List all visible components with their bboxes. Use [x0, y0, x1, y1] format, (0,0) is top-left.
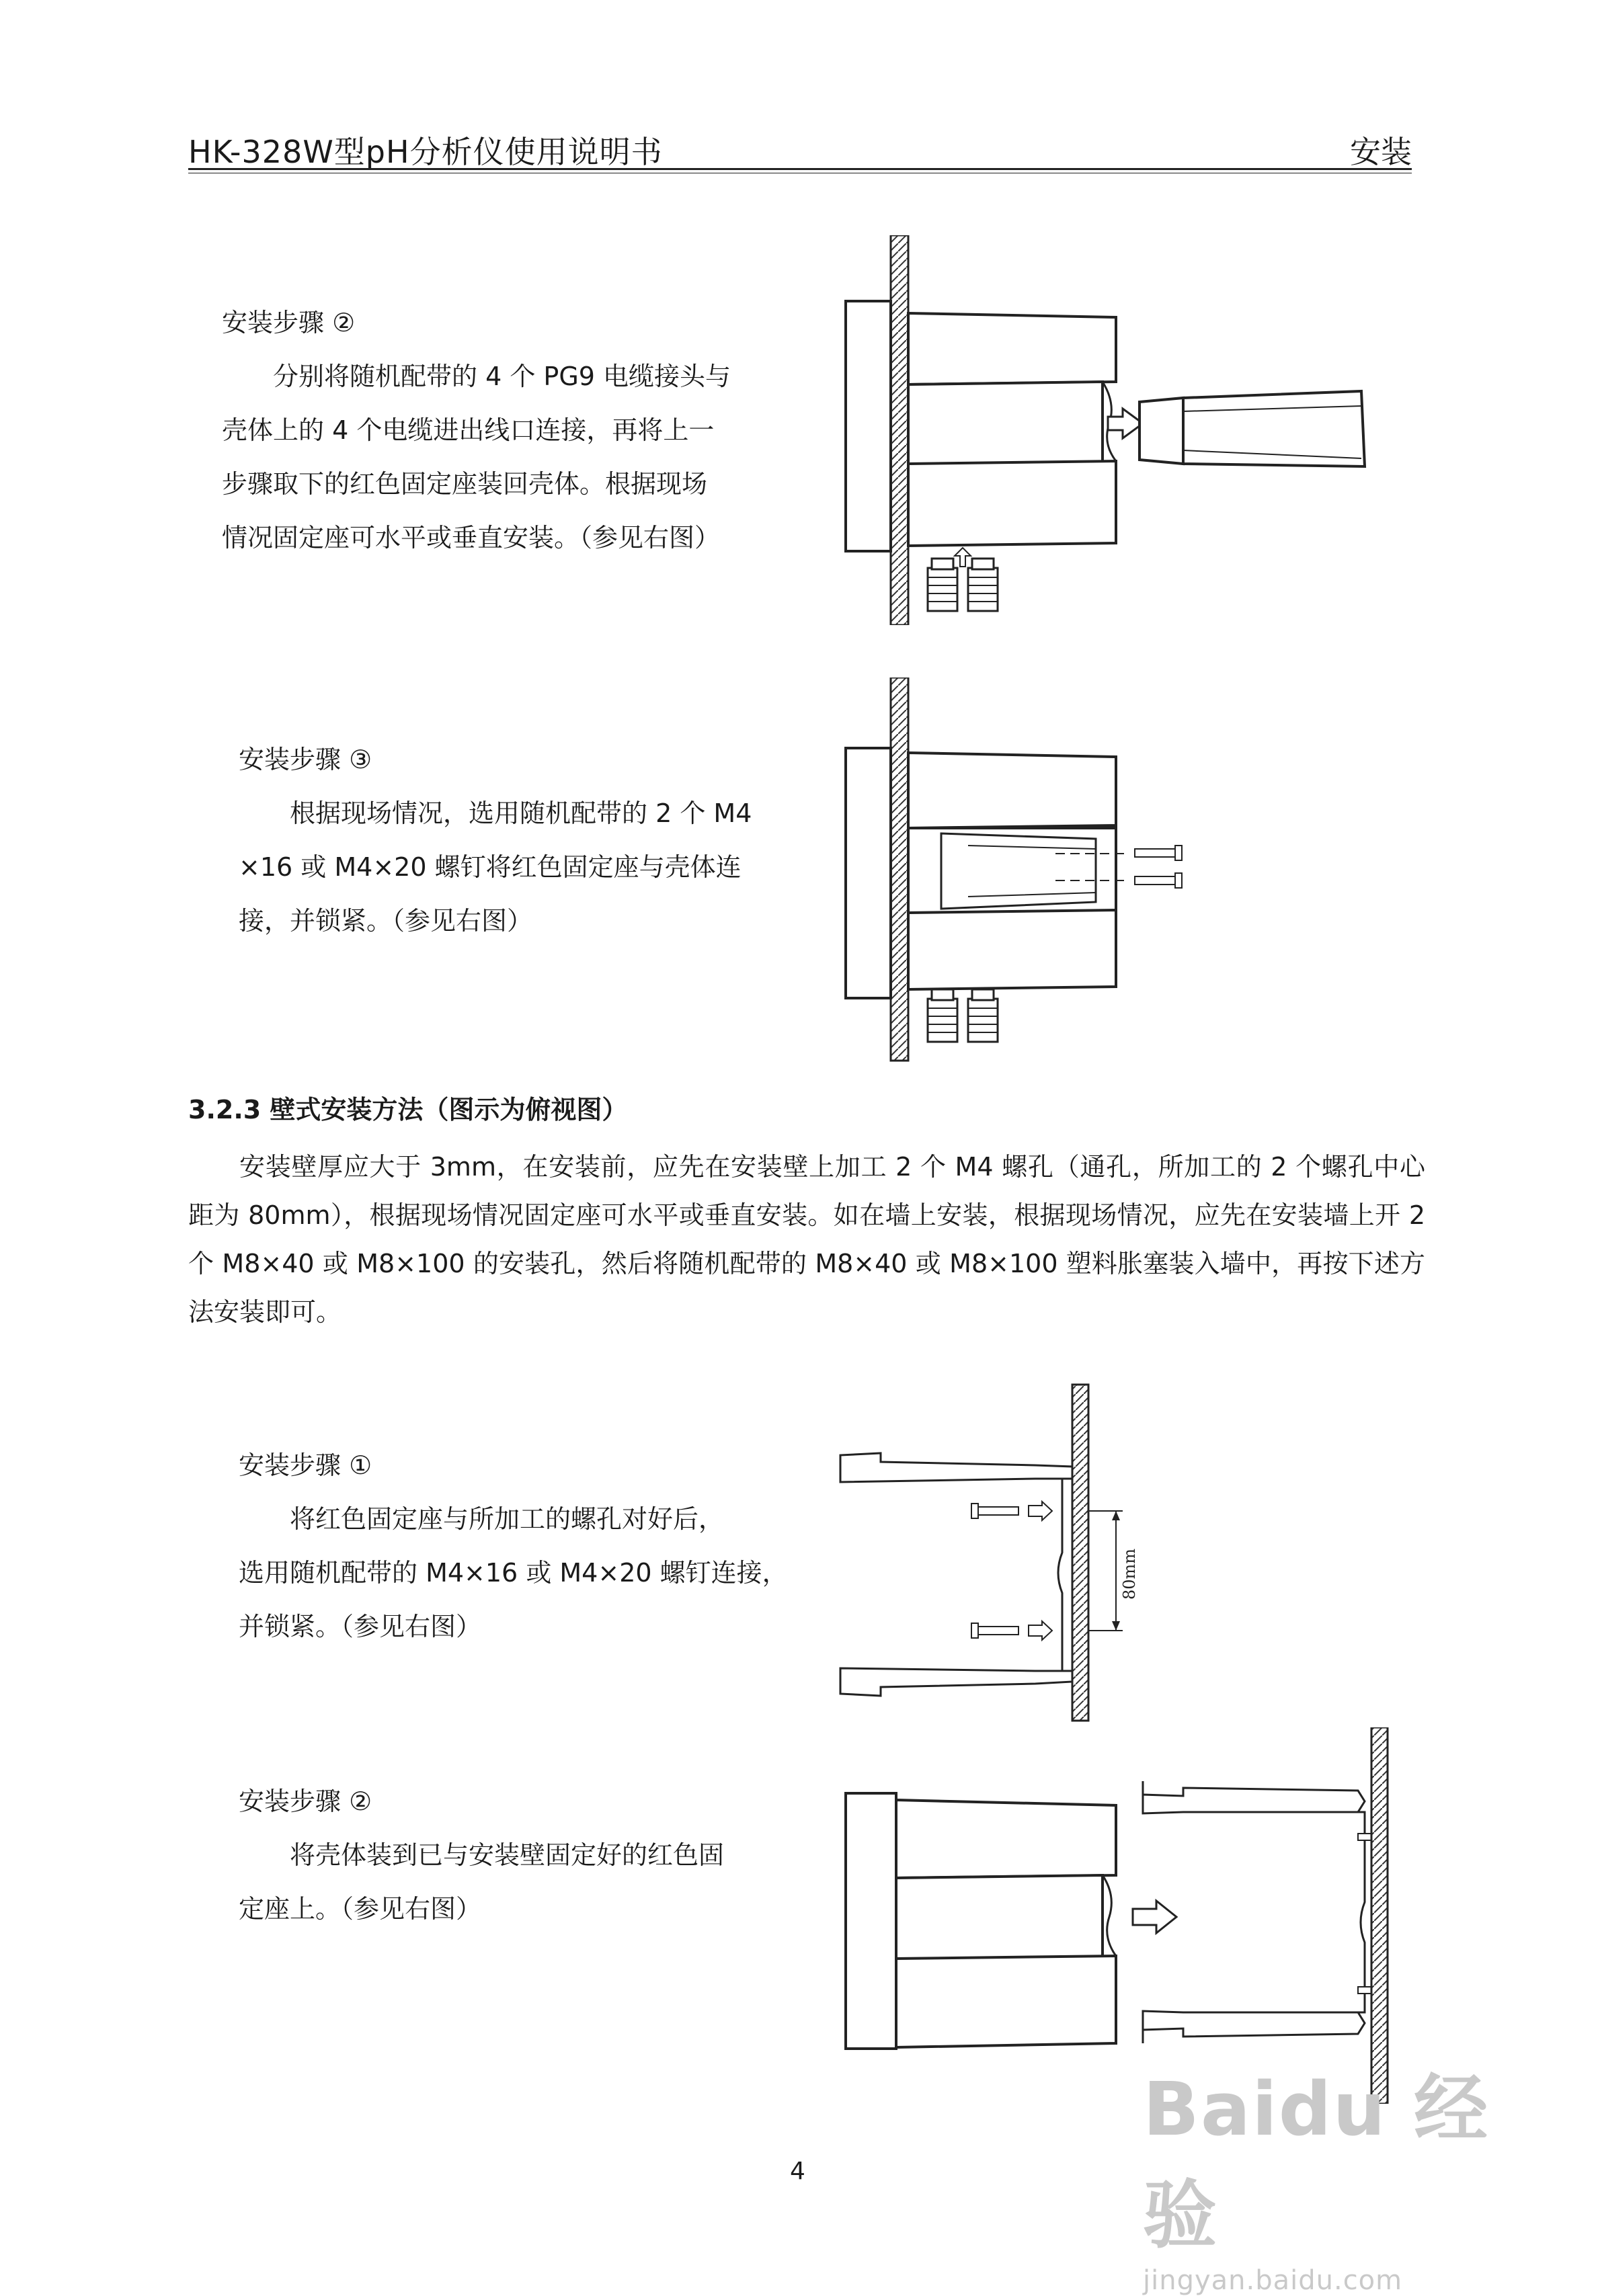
- step-line: ×16 或 M4×20 螺钉将红色固定座与壳体连: [239, 852, 742, 882]
- watermark-url: jingyan.baidu.com: [1143, 2265, 1403, 2296]
- step-line: 接，并锁紧。（参见右图）: [239, 906, 533, 936]
- wall-step-1-text: [239, 1438, 844, 1653]
- step-line: 情况固定座可水平或垂直安装。（参见右图）: [222, 523, 721, 552]
- page-number: 4: [790, 2158, 805, 2185]
- document-title: HK-328W型pH分析仪使用说明书: [188, 134, 663, 170]
- step-title: 安装步骤 ②: [239, 1787, 372, 1816]
- step-line: 分别将随机配带的 4 个 PG9 电缆接头与: [273, 362, 731, 391]
- wall-step-2-text: [239, 1774, 844, 1936]
- step-line: 壳体上的 4 个电缆进出线口连接，再将上一: [222, 415, 715, 445]
- step-title: 安装步骤 ①: [239, 1450, 372, 1480]
- watermark: [1143, 2050, 1519, 2296]
- watermark-brand: Baidu 经验: [1143, 2066, 1490, 2258]
- section-heading: 3.2.3 壁式安装方法（图示为俯视图）: [188, 1095, 628, 1124]
- header-rule: [188, 168, 1412, 173]
- step-title: 安装步骤 ②: [222, 308, 356, 337]
- figure-wall-step-2: [834, 1727, 1412, 2104]
- dimension-label: 80mm: [1120, 1548, 1139, 1600]
- page-header: [188, 120, 1412, 168]
- panel-step-3-text: [239, 733, 817, 948]
- section-name: 安装: [1350, 134, 1412, 170]
- step-line: 将红色固定座与所加工的螺孔对好后，: [290, 1504, 725, 1534]
- paragraph-text: 安装壁厚应大于 3mm，在安装前，应先在安装壁上加工 2 个 M4 螺孔（通孔，所加工的 2 个螺孔中心距为 80mm），根据现场情况固定座可水平或垂直安装。如在墙上安装，根据现场情况，应先在安装墙上开 2 个 M8×40 或 M8×100 的安装孔，然后将随机配带的 M8×40 或 M8×100 塑料胀塞装入墙中，再按下述方法安装即可。: [188, 1152, 1425, 1327]
- step-line: 定座上。（参见右图）: [239, 1894, 482, 1924]
- step-line: 选用随机配带的 M4×16 或 M4×20 螺钉连接，: [239, 1558, 788, 1588]
- figure-panel-step-3: [834, 678, 1250, 1067]
- step-line: 并锁紧。（参见右图）: [239, 1612, 482, 1641]
- wall-mount-paragraph: [188, 1143, 1425, 1336]
- step-line: 将壳体装到已与安装壁固定好的红色固: [290, 1840, 725, 1870]
- step-line: 步骤取下的红色固定座装回壳体。根据现场: [222, 469, 708, 499]
- panel-step-2-text: [222, 296, 800, 565]
- step-title: 安装步骤 ③: [239, 745, 372, 774]
- figure-panel-step-2: [834, 235, 1398, 625]
- figure-wall-step-1: [834, 1378, 1183, 1727]
- step-line: 根据现场情况，选用随机配带的 2 个 M4: [290, 798, 752, 828]
